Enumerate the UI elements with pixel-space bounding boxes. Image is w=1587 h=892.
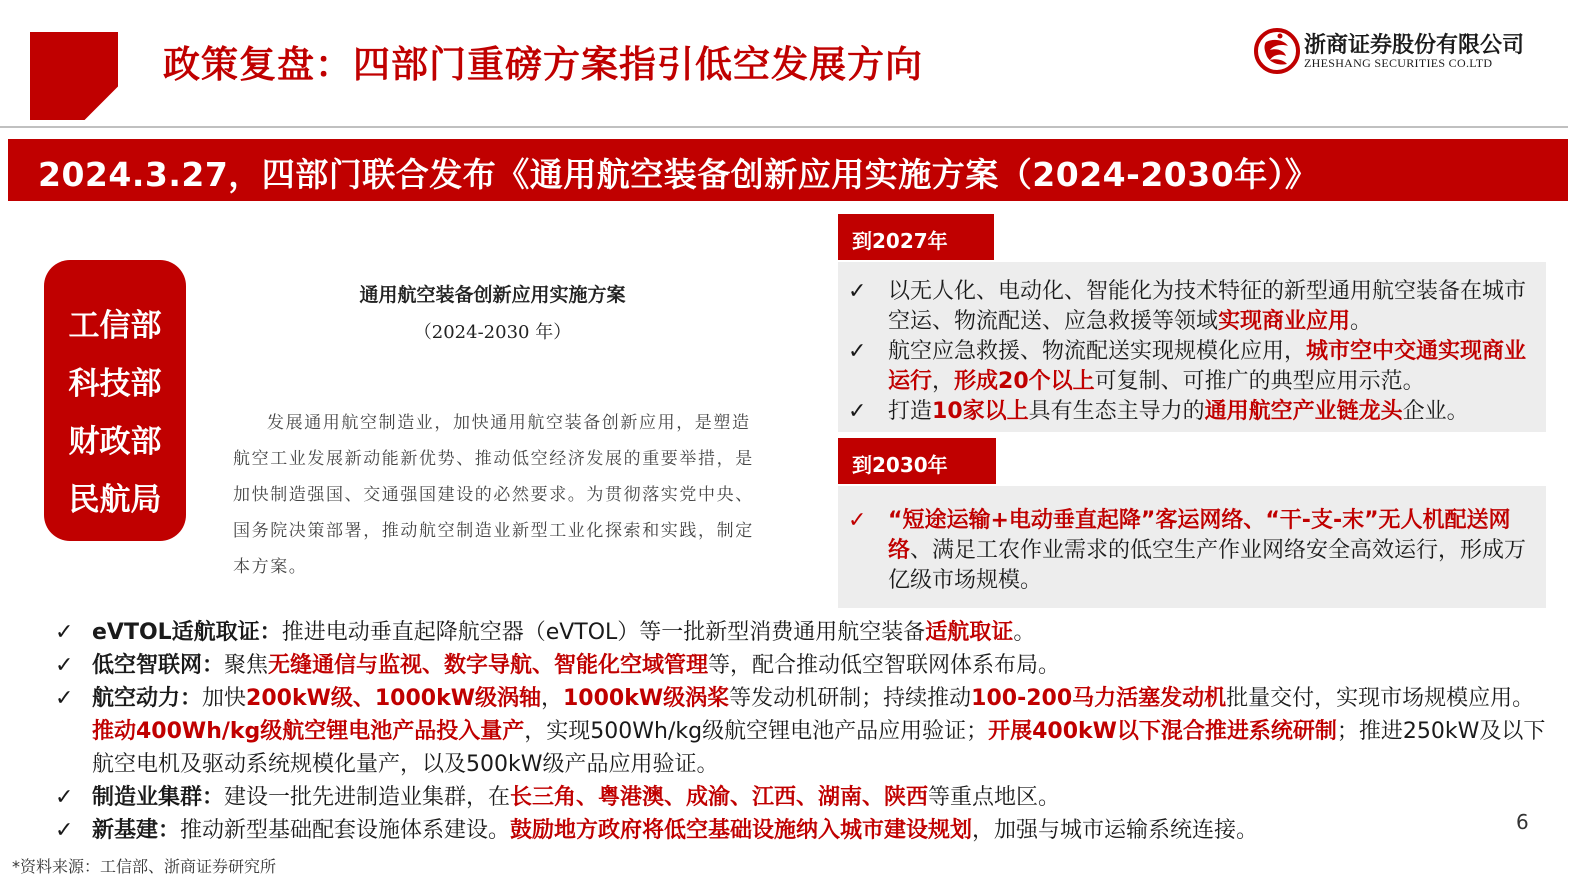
source-note: *资料来源：工信部、浙商证券研究所 [12,857,277,876]
list-item: ✓ 低空智联网：聚焦无缝通信与监视、数字导航、智能化空域管理等，配合推动低空智联网体系布局。 [55,649,1555,682]
document-title: 通用航空装备创新应用实施方案 [359,284,626,306]
list-item: ✓ 打造10家以上具有生态主导力的通用航空产业链龙头企业。 [848,397,1538,427]
list-item: ✓ 制造业集群：建设一批先进制造业集群，在长三角、粤港澳、成渝、江西、湖南、陕西等重点地区。 [55,781,1555,814]
list-item: ✓ “短途运输+电动垂直起降”客运网络、“干-支-末”无人机配送网络、满足工农作业需求的低空生产作业网络安全高效运行，形成万亿级市场规模。 [848,508,1527,593]
department-label: 民航局 [68,482,162,518]
goals-2030-panel [838,486,1546,608]
tab-2030: 到2030年 [838,438,996,484]
tab-2027: 到2027年 [838,214,994,260]
goals-2030-list [848,506,1538,596]
logo-chinese-name: 浙商证券股份有限公司 [1304,32,1525,58]
check-icon: ✓ [55,686,74,711]
header-divider [0,126,1568,128]
document-subtitle: （2024-2030 年） [413,322,572,343]
corner-accent-block [30,32,118,120]
check-icon: ✓ [55,818,74,843]
headline-banner [8,139,1568,201]
list-item: ✓ 航空动力：加快200kW级、1000kW级涡轴，1000kW级涡桨等发动机研制；持续推动100-200马力活塞发动机批量交付，实现市场规模应用。推动400Wh/kg级航空锂电池产品投入量产，实现500Wh/kg级航空锂电池产品应用验证；开展400kW以下混合推进系统研制；推进250kW及以下航空电机及驱动系统规模化量产，以及500kW级产品应用验证。 [55,682,1555,781]
list-item: ✓ 新基建：推动新型基础配套设施体系建设。鼓励地方政府将低空基础设施纳入城市建设规划，加强与城市运输系统连接。 [55,814,1555,847]
banner-text: 2024.3.27，四部门联合发布《通用航空装备创新应用实施方案（2024-2030年）》 [38,155,1319,194]
check-icon: ✓ [848,399,867,424]
department-box [44,260,186,541]
check-icon: ✓ [55,653,74,678]
department-label: 财政部 [68,424,162,460]
goals-2027-panel [838,262,1546,432]
list-item: ✓ 航空应急救援、物流配送实现规模化应用，城市空中交通实现商业运行，形成20个以上可复制、可推广的典型应用示范。 [848,339,1527,394]
zheshang-logo-icon [1254,28,1300,74]
measures-list [55,616,1555,847]
check-icon: ✓ [55,620,74,645]
department-label: 科技部 [68,366,162,402]
page-number: 6 [1516,810,1529,834]
page-title: 政策复盘：四部门重磅方案指引低空发展方向 [163,43,923,86]
check-icon: ✓ [848,339,867,364]
company-logo [1254,28,1544,78]
department-label: 工信部 [68,308,162,344]
logo-english-name: ZHESHANG SECURITIES CO.LTD [1304,56,1493,70]
check-icon: ✓ [55,785,74,810]
goals-2027-list [848,277,1538,427]
check-icon: ✓ [848,279,867,304]
document-body: 发展通用航空制造业，加快通用航空装备创新应用，是塑造航空工业发展新动能新优势、推动低空经济发展的重要举措，是加快制造强国、交通强国建设的必然要求。为贯彻落实党中央、国务院决策部署，推动航空制造业新型工业化探索和实践，制定本方案。 [233,413,754,577]
list-item: ✓ 以无人化、电动化、智能化为技术特征的新型通用航空装备在城市空运、物流配送、应急救援等领域实现商业应用。 [848,279,1527,334]
list-item: ✓ eVTOL适航取证：推进电动垂直起降航空器（eVTOL）等一批新型消费通用航空装备适航取证。 [55,616,1555,649]
check-icon: ✓ [848,508,867,533]
document-excerpt [215,262,770,587]
